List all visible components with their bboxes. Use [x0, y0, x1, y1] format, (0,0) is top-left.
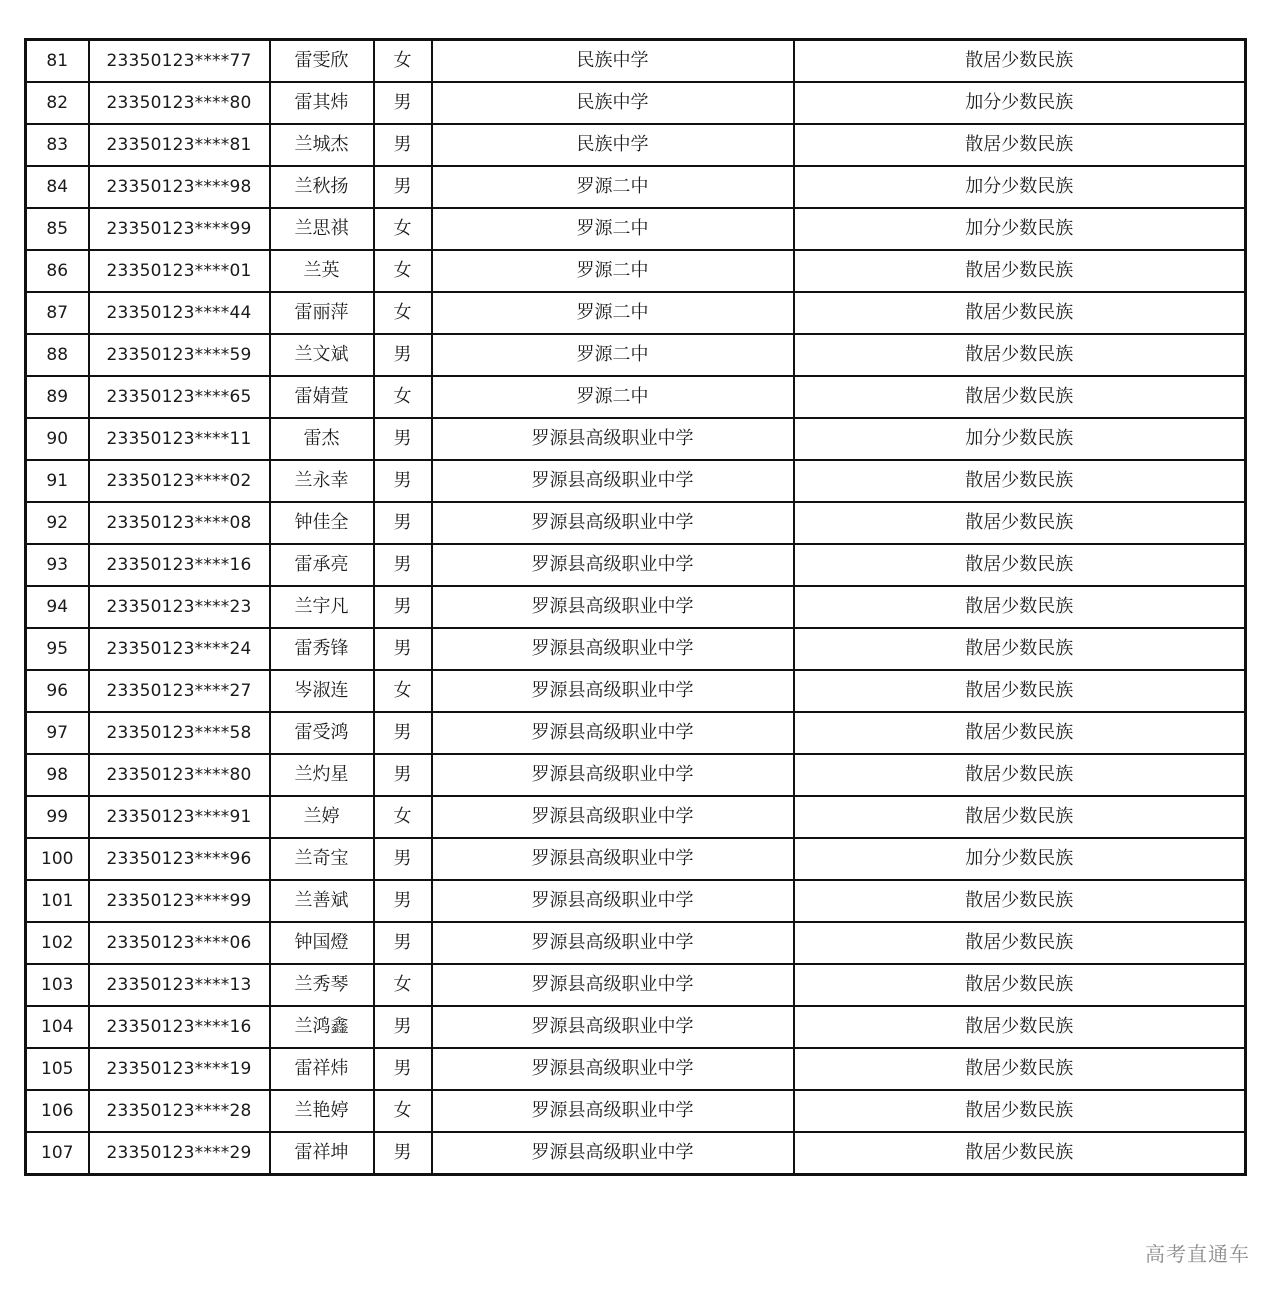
- gender-cell: 女: [374, 670, 432, 712]
- exam-id-cell: 23350123****65: [89, 376, 270, 418]
- exam-id-cell: 23350123****29: [89, 1132, 270, 1175]
- student-name-cell: 兰文斌: [270, 334, 374, 376]
- row-number-cell: 87: [26, 292, 89, 334]
- school-cell: 罗源县高级职业中学: [432, 460, 794, 502]
- school-cell: 罗源县高级职业中学: [432, 796, 794, 838]
- table-row: [26, 628, 1246, 670]
- watermark-text: 高考直通车: [1145, 1242, 1250, 1266]
- row-number-cell: 97: [26, 712, 89, 754]
- student-name-cell: 雷雯欣: [270, 40, 374, 83]
- table-row: [26, 250, 1246, 292]
- student-name-cell: 钟佳全: [270, 502, 374, 544]
- exam-id-cell: 23350123****08: [89, 502, 270, 544]
- gender-cell: 男: [374, 502, 432, 544]
- ethnic-category-cell: 散居少数民族: [794, 964, 1246, 1006]
- exam-id-cell: 23350123****16: [89, 1006, 270, 1048]
- student-name-cell: 兰奇宝: [270, 838, 374, 880]
- row-number-cell: 106: [26, 1090, 89, 1132]
- school-cell: 罗源县高级职业中学: [432, 1132, 794, 1175]
- row-number-cell: 82: [26, 82, 89, 124]
- exam-id-cell: 23350123****98: [89, 166, 270, 208]
- row-number-cell: 90: [26, 418, 89, 460]
- student-name-cell: 钟国燈: [270, 922, 374, 964]
- gender-cell: 男: [374, 922, 432, 964]
- gender-cell: 男: [374, 460, 432, 502]
- gender-cell: 男: [374, 712, 432, 754]
- table-row: [26, 796, 1246, 838]
- school-cell: 罗源县高级职业中学: [432, 586, 794, 628]
- school-cell: 民族中学: [432, 82, 794, 124]
- student-name-cell: 兰婷: [270, 796, 374, 838]
- table-row: [26, 502, 1246, 544]
- ethnic-category-cell: 散居少数民族: [794, 292, 1246, 334]
- school-cell: 罗源二中: [432, 376, 794, 418]
- row-number-cell: 84: [26, 166, 89, 208]
- gender-cell: 男: [374, 1132, 432, 1175]
- ethnic-category-cell: 散居少数民族: [794, 40, 1246, 83]
- school-cell: 罗源县高级职业中学: [432, 754, 794, 796]
- student-name-cell: 雷秀锋: [270, 628, 374, 670]
- exam-id-cell: 23350123****96: [89, 838, 270, 880]
- exam-id-cell: 23350123****28: [89, 1090, 270, 1132]
- gender-cell: 男: [374, 1048, 432, 1090]
- exam-id-cell: 23350123****02: [89, 460, 270, 502]
- ethnic-category-cell: 散居少数民族: [794, 124, 1246, 166]
- gender-cell: 女: [374, 250, 432, 292]
- ethnic-category-cell: 散居少数民族: [794, 544, 1246, 586]
- table-row: [26, 754, 1246, 796]
- school-cell: 罗源二中: [432, 292, 794, 334]
- row-number-cell: 98: [26, 754, 89, 796]
- row-number-cell: 94: [26, 586, 89, 628]
- table-row: [26, 1090, 1246, 1132]
- ethnic-category-cell: 散居少数民族: [794, 1132, 1246, 1175]
- ethnic-category-cell: 散居少数民族: [794, 1006, 1246, 1048]
- student-name-cell: 兰鸿鑫: [270, 1006, 374, 1048]
- row-number-cell: 103: [26, 964, 89, 1006]
- table-row: [26, 418, 1246, 460]
- school-cell: 罗源二中: [432, 166, 794, 208]
- gender-cell: 男: [374, 1006, 432, 1048]
- exam-id-cell: 23350123****06: [89, 922, 270, 964]
- gender-cell: 男: [374, 586, 432, 628]
- student-name-cell: 雷祥炜: [270, 1048, 374, 1090]
- row-number-cell: 88: [26, 334, 89, 376]
- table-row: [26, 586, 1246, 628]
- gender-cell: 男: [374, 334, 432, 376]
- school-cell: 罗源县高级职业中学: [432, 880, 794, 922]
- gender-cell: 男: [374, 166, 432, 208]
- student-name-cell: 兰宇凡: [270, 586, 374, 628]
- ethnic-category-cell: 散居少数民族: [794, 250, 1246, 292]
- school-cell: 罗源二中: [432, 208, 794, 250]
- school-cell: 民族中学: [432, 40, 794, 83]
- table-row: [26, 670, 1246, 712]
- gender-cell: 女: [374, 796, 432, 838]
- row-number-cell: 81: [26, 40, 89, 83]
- exam-id-cell: 23350123****11: [89, 418, 270, 460]
- student-name-cell: 雷丽萍: [270, 292, 374, 334]
- student-name-cell: 兰灼星: [270, 754, 374, 796]
- school-cell: 罗源县高级职业中学: [432, 1048, 794, 1090]
- student-name-cell: 兰思祺: [270, 208, 374, 250]
- table-row: [26, 1048, 1246, 1090]
- gender-cell: 男: [374, 418, 432, 460]
- table-row: [26, 124, 1246, 166]
- ethnic-category-cell: 散居少数民族: [794, 460, 1246, 502]
- school-cell: 罗源县高级职业中学: [432, 922, 794, 964]
- candidate-table: [24, 38, 1247, 1176]
- gender-cell: 男: [374, 124, 432, 166]
- student-name-cell: 岑淑连: [270, 670, 374, 712]
- gender-cell: 男: [374, 544, 432, 586]
- school-cell: 罗源二中: [432, 334, 794, 376]
- ethnic-category-cell: 散居少数民族: [794, 376, 1246, 418]
- gender-cell: 男: [374, 82, 432, 124]
- row-number-cell: 91: [26, 460, 89, 502]
- gender-cell: 女: [374, 208, 432, 250]
- student-name-cell: 雷婧萱: [270, 376, 374, 418]
- school-cell: 罗源县高级职业中学: [432, 964, 794, 1006]
- student-name-cell: 雷其炜: [270, 82, 374, 124]
- table-row: [26, 1006, 1246, 1048]
- gender-cell: 女: [374, 40, 432, 83]
- exam-id-cell: 23350123****80: [89, 754, 270, 796]
- row-number-cell: 83: [26, 124, 89, 166]
- student-name-cell: 雷承亮: [270, 544, 374, 586]
- gender-cell: 女: [374, 292, 432, 334]
- row-number-cell: 99: [26, 796, 89, 838]
- exam-id-cell: 23350123****23: [89, 586, 270, 628]
- student-name-cell: 兰秋扬: [270, 166, 374, 208]
- ethnic-category-cell: 加分少数民族: [794, 418, 1246, 460]
- ethnic-category-cell: 散居少数民族: [794, 880, 1246, 922]
- ethnic-category-cell: 散居少数民族: [794, 628, 1246, 670]
- school-cell: 罗源县高级职业中学: [432, 670, 794, 712]
- candidate-table-body: [26, 40, 1246, 1175]
- gender-cell: 女: [374, 1090, 432, 1132]
- ethnic-category-cell: 散居少数民族: [794, 502, 1246, 544]
- student-name-cell: 兰善斌: [270, 880, 374, 922]
- student-name-cell: 兰英: [270, 250, 374, 292]
- gender-cell: 男: [374, 628, 432, 670]
- row-number-cell: 107: [26, 1132, 89, 1175]
- school-cell: 罗源县高级职业中学: [432, 418, 794, 460]
- gender-cell: 男: [374, 880, 432, 922]
- table-row: [26, 208, 1246, 250]
- ethnic-category-cell: 加分少数民族: [794, 82, 1246, 124]
- exam-id-cell: 23350123****19: [89, 1048, 270, 1090]
- row-number-cell: 101: [26, 880, 89, 922]
- ethnic-category-cell: 散居少数民族: [794, 334, 1246, 376]
- table-row: [26, 838, 1246, 880]
- table-row: [26, 460, 1246, 502]
- table-row: [26, 376, 1246, 418]
- table-row: [26, 1132, 1246, 1175]
- table-row: [26, 166, 1246, 208]
- exam-id-cell: 23350123****24: [89, 628, 270, 670]
- exam-id-cell: 23350123****58: [89, 712, 270, 754]
- table-row: [26, 82, 1246, 124]
- exam-id-cell: 23350123****99: [89, 208, 270, 250]
- gender-cell: 女: [374, 376, 432, 418]
- gender-cell: 男: [374, 754, 432, 796]
- ethnic-category-cell: 散居少数民族: [794, 796, 1246, 838]
- row-number-cell: 86: [26, 250, 89, 292]
- school-cell: 罗源县高级职业中学: [432, 1090, 794, 1132]
- exam-id-cell: 23350123****80: [89, 82, 270, 124]
- row-number-cell: 102: [26, 922, 89, 964]
- exam-id-cell: 23350123****99: [89, 880, 270, 922]
- student-name-cell: 雷祥坤: [270, 1132, 374, 1175]
- gender-cell: 男: [374, 838, 432, 880]
- ethnic-category-cell: 散居少数民族: [794, 922, 1246, 964]
- school-cell: 罗源县高级职业中学: [432, 628, 794, 670]
- exam-id-cell: 23350123****16: [89, 544, 270, 586]
- gender-cell: 女: [374, 964, 432, 1006]
- student-name-cell: 兰永幸: [270, 460, 374, 502]
- table-row: [26, 334, 1246, 376]
- exam-id-cell: 23350123****44: [89, 292, 270, 334]
- student-name-cell: 兰艳婷: [270, 1090, 374, 1132]
- row-number-cell: 105: [26, 1048, 89, 1090]
- exam-id-cell: 23350123****13: [89, 964, 270, 1006]
- student-name-cell: 兰城杰: [270, 124, 374, 166]
- school-cell: 罗源县高级职业中学: [432, 838, 794, 880]
- school-cell: 民族中学: [432, 124, 794, 166]
- exam-id-cell: 23350123****77: [89, 40, 270, 83]
- ethnic-category-cell: 散居少数民族: [794, 670, 1246, 712]
- exam-id-cell: 23350123****81: [89, 124, 270, 166]
- ethnic-category-cell: 散居少数民族: [794, 754, 1246, 796]
- ethnic-category-cell: 散居少数民族: [794, 586, 1246, 628]
- table-row: [26, 40, 1246, 83]
- student-name-cell: 雷受鸿: [270, 712, 374, 754]
- student-name-cell: 兰秀琴: [270, 964, 374, 1006]
- table-row: [26, 964, 1246, 1006]
- school-cell: 罗源二中: [432, 250, 794, 292]
- table-row: [26, 880, 1246, 922]
- student-name-cell: 雷杰: [270, 418, 374, 460]
- row-number-cell: 85: [26, 208, 89, 250]
- ethnic-category-cell: 散居少数民族: [794, 712, 1246, 754]
- school-cell: 罗源县高级职业中学: [432, 712, 794, 754]
- ethnic-category-cell: 加分少数民族: [794, 208, 1246, 250]
- ethnic-category-cell: 加分少数民族: [794, 838, 1246, 880]
- table-row: [26, 712, 1246, 754]
- row-number-cell: 96: [26, 670, 89, 712]
- school-cell: 罗源县高级职业中学: [432, 1006, 794, 1048]
- exam-id-cell: 23350123****91: [89, 796, 270, 838]
- row-number-cell: 95: [26, 628, 89, 670]
- row-number-cell: 89: [26, 376, 89, 418]
- row-number-cell: 93: [26, 544, 89, 586]
- table-row: [26, 292, 1246, 334]
- table-row: [26, 544, 1246, 586]
- ethnic-category-cell: 加分少数民族: [794, 166, 1246, 208]
- row-number-cell: 104: [26, 1006, 89, 1048]
- ethnic-category-cell: 散居少数民族: [794, 1090, 1246, 1132]
- school-cell: 罗源县高级职业中学: [432, 502, 794, 544]
- school-cell: 罗源县高级职业中学: [432, 544, 794, 586]
- ethnic-category-cell: 散居少数民族: [794, 1048, 1246, 1090]
- exam-id-cell: 23350123****59: [89, 334, 270, 376]
- exam-id-cell: 23350123****01: [89, 250, 270, 292]
- row-number-cell: 100: [26, 838, 89, 880]
- row-number-cell: 92: [26, 502, 89, 544]
- table-row: [26, 922, 1246, 964]
- exam-id-cell: 23350123****27: [89, 670, 270, 712]
